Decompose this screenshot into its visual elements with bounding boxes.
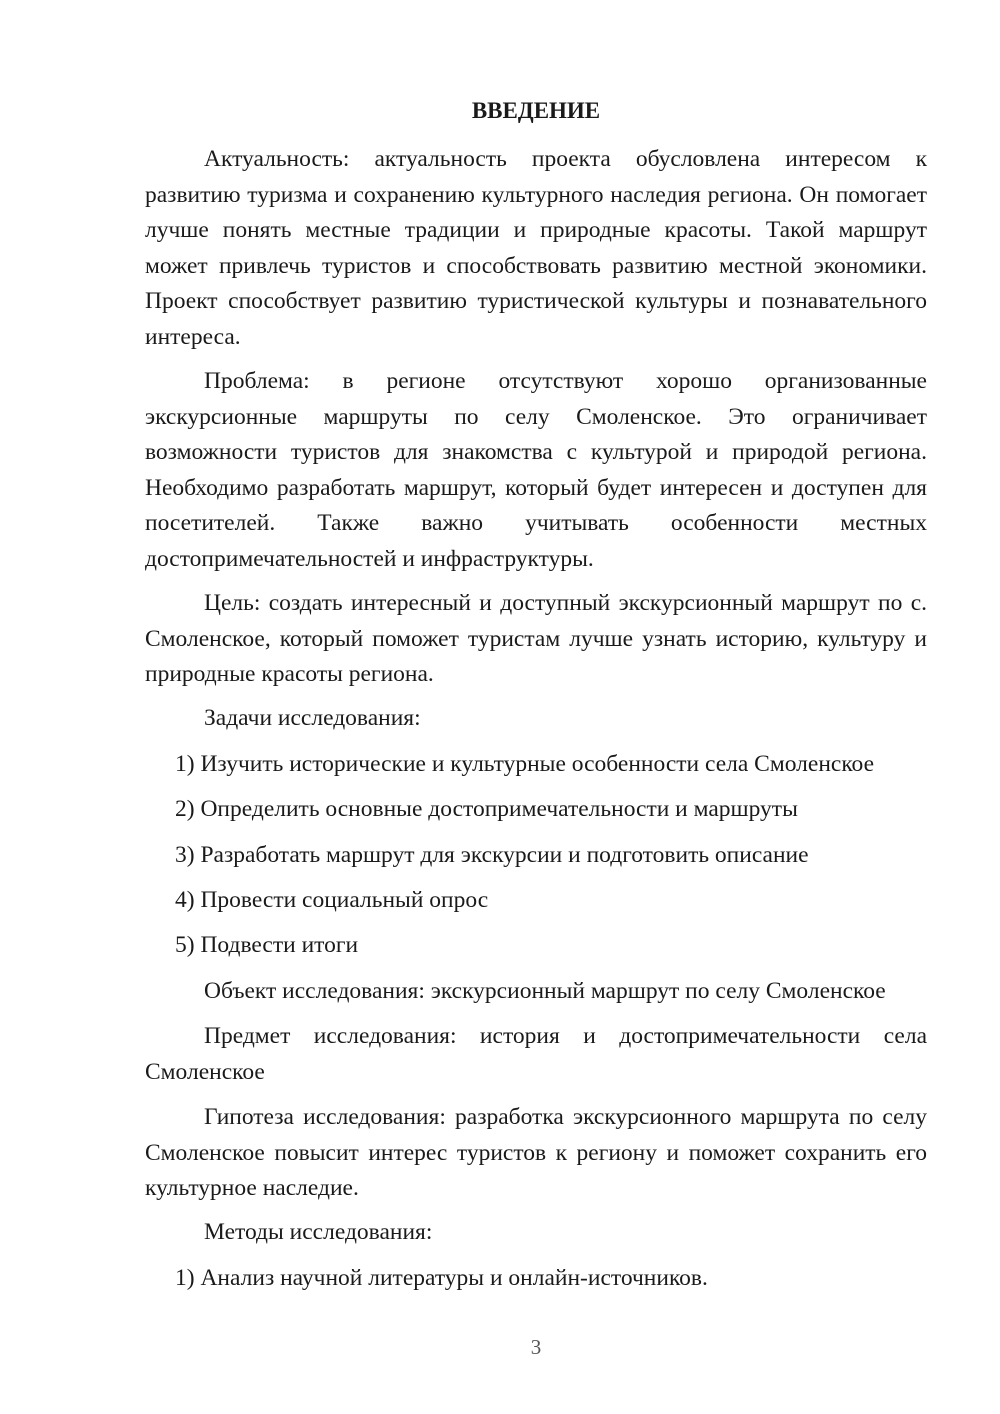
tasks-heading: Задачи исследования: xyxy=(204,705,421,731)
task-item: 1) Изучить исторические и культурные особенности села Смоленское xyxy=(175,751,875,777)
task-item: 5) Подвести итоги xyxy=(175,932,359,958)
paragraph-goal: Цель: создать интересный и доступный экскурсионный маршрут по с. Смоленское, который поможет туристам лучше узнать историю, культуру и природные красоты региона. xyxy=(145,590,927,687)
paragraph-problem: Проблема: в регионе отсутствуют хорошо организованные экскурсионные маршруты по селу Смоленское. Это ограничивает возможности туристов для знакомства с культурой и природой региона. Необходимо разработать маршрут, который будет интересен и доступен для посетителей. Также важно учитывать особенности местных достопримечательностей и инфраструктуры. xyxy=(145,368,927,572)
paragraph-object: Объект исследования: экскурсионный маршрут по селу Смоленское xyxy=(204,978,886,1004)
page-title: ВВЕДЕНИЕ xyxy=(471,98,601,123)
method-item: 1) Анализ научной литературы и онлайн-источников. xyxy=(175,1265,708,1291)
paragraph-subject: Предмет исследования: история и достопримечательности села Смоленское xyxy=(145,1023,927,1085)
page-number: 3 xyxy=(530,1335,542,1359)
paragraph-hypothesis: Гипотеза исследования: разработка экскурсионного маршрута по селу Смоленское повысит интерес туристов к региону и поможет сохранить его культурное наследие. xyxy=(145,1104,927,1201)
task-item: 2) Определить основные достопримечательности и маршруты xyxy=(175,796,798,822)
task-item: 3) Разработать маршрут для экскурсии и подготовить описание xyxy=(175,842,809,868)
methods-heading: Методы исследования: xyxy=(204,1219,433,1245)
task-item: 4) Провести социальный опрос xyxy=(175,887,489,913)
paragraph-relevance: Актуальность: актуальность проекта обусловлена интересом к развитию туризма и сохранению культурного наследия региона. Он помогает лучше понять местные традиции и природные красоты. Такой маршрут может привлечь туристов и способствовать развитию местной экономики. Проект способствует развитию туристической культуры и познавательного интереса. xyxy=(145,146,927,350)
